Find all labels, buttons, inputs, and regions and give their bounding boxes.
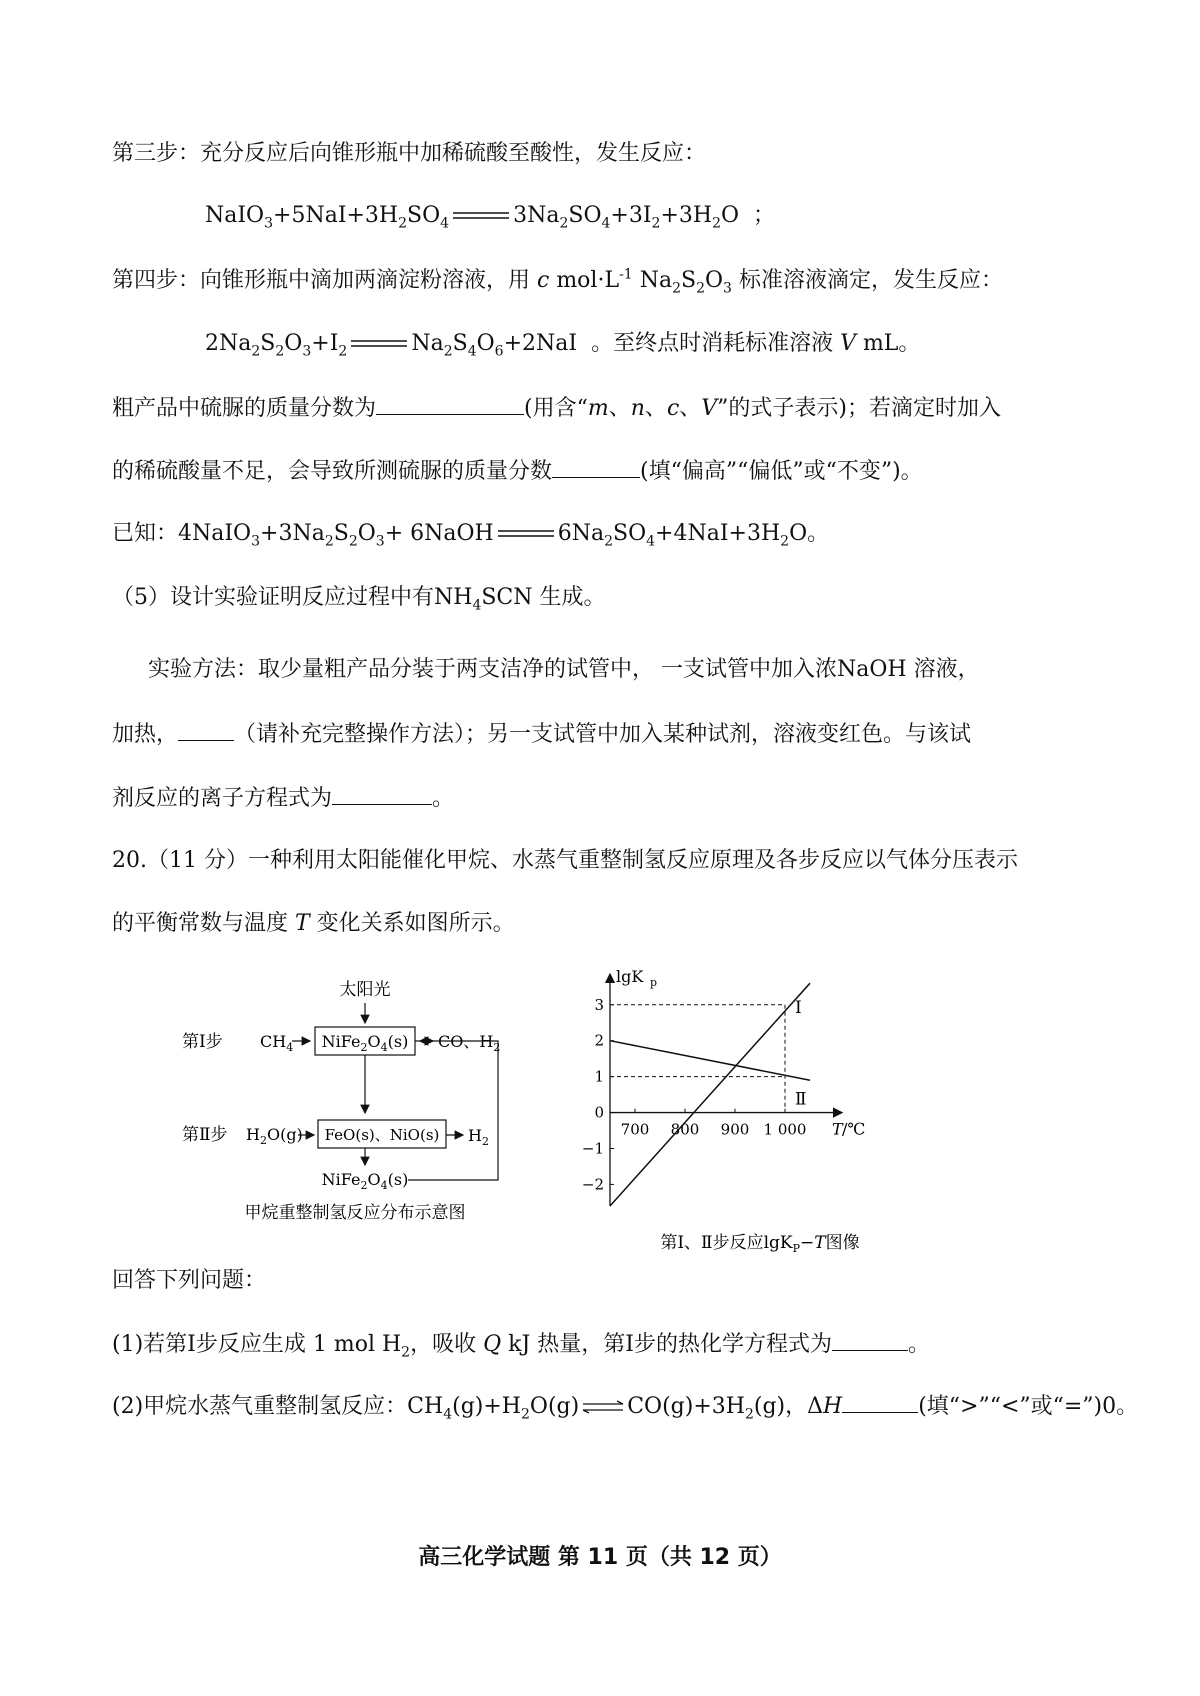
h2o-label: $H_2O(g)$ xyxy=(246,1125,303,1147)
step3-text: 第三步：充分反应后向锥形瓶中加稀硫酸至酸性，发生反应： xyxy=(112,141,707,166)
out1-label: CO、$H_2$ xyxy=(438,1032,501,1054)
heating-step: 加热， （请补充完整操作方法）；另一支试管中加入某种试剂，溶液变红色。与该试 xyxy=(112,718,971,751)
answer-blank[interactable] xyxy=(552,455,640,478)
answer-blank[interactable] xyxy=(178,718,234,741)
y-tick-label: −2 xyxy=(581,1175,604,1194)
mass-fraction-question: 粗产品中硫脲的质量分数为 (用含“m、n、c、V”的式子表示)；若滴定时加入 xyxy=(112,392,1001,425)
step2-label: 第Ⅱ步 xyxy=(182,1125,228,1145)
ionic-equation-question: 剂反应的离子方程式为 。 xyxy=(112,782,454,815)
y-axis-label: lgK xyxy=(616,967,644,986)
box2-label: FeO(s)、NiO(s) xyxy=(324,1126,440,1144)
y-tick-label: 0 xyxy=(594,1103,604,1122)
experiment-method: 实验方法：取少量粗产品分装于两支洁净的试管中， 一支试管中加入浓NaOH 溶液， xyxy=(148,657,980,682)
out2-label: $H_2$ xyxy=(468,1126,489,1148)
question-20: 20.（11 分）一种利用太阳能催化甲烷、水蒸气重整制氢反应原理及各步反应以气体分压表示 xyxy=(112,848,1018,873)
x-tick-label: 800 xyxy=(670,1120,700,1139)
box1-label: $NiFe_2O_4(s)$ xyxy=(321,1032,409,1054)
chart-caption: 第Ⅰ、Ⅱ步反应lgK$_P$−T图像 xyxy=(660,1233,860,1255)
ch4-label: $CH_4$ xyxy=(260,1032,294,1054)
equals-bar-icon xyxy=(453,211,509,221)
y-tick-label: 1 xyxy=(594,1067,604,1086)
product-label: $NiFe_2O_4(s)$ xyxy=(321,1170,409,1192)
step4-text: 第四步：向锥形瓶中滴加两滴淀粉溶液，用 c $mol\cdot L^{-1}$ $Na_2S_2O_3$ 标准溶液滴定，发生反应： xyxy=(112,266,1003,297)
equals-bar-icon xyxy=(351,339,407,349)
equation-2: $2Na_2S_2O_3+I_2$ $Na_2S_4O_6+2NaI$ 。至终点时消耗标准溶液 V mL。 xyxy=(205,331,921,360)
x-tick-label: 900 xyxy=(720,1120,750,1139)
sub-question-1: (1)若第Ⅰ步反应生成 1 mol $H_2$，吸收 Q kJ 热量，第Ⅰ步的热化学方程式为 。 xyxy=(112,1328,930,1361)
y-tick-label: 2 xyxy=(594,1031,604,1050)
equation-1: $NaIO_3+5NaI+3H_2SO_4$ $3Na_2SO_4+3I_2+3H_2O$ ； xyxy=(205,203,776,232)
process-diagram xyxy=(180,975,540,1245)
answer-blank[interactable] xyxy=(842,1390,918,1413)
series-line xyxy=(610,1041,810,1081)
sub-question-2: (2)甲烷水蒸气重整制氢反应：$CH_4(g)+H_2O(g)$ $CO(g)+3H_2(g)$，ΔH (填“>”“<”或“=”)0。 xyxy=(112,1390,1138,1423)
y-axis-label-sub: p xyxy=(650,976,658,989)
answer-blank[interactable] xyxy=(376,392,524,415)
x-tick-label: 700 xyxy=(620,1120,650,1139)
answer-blank[interactable] xyxy=(832,1328,908,1351)
question-20-cont: 的平衡常数与温度 T 变化关系如图所示。 xyxy=(112,911,515,936)
sun-label: 太阳光 xyxy=(339,980,391,1000)
series-line xyxy=(610,983,810,1206)
question-5: （5）设计实验证明反应过程中有$NH_4SCN$ 生成。 xyxy=(112,585,606,614)
equilibrium-arrow-icon xyxy=(583,1401,623,1413)
answer-prompt: 回答下列问题： xyxy=(112,1268,267,1293)
diagram-caption: 甲烷重整制氢反应分布示意图 xyxy=(244,1203,466,1223)
page-footer: 高三化学试题 第 11 页（共 12 页） xyxy=(418,1545,782,1570)
step1-label: 第Ⅰ步 xyxy=(182,1032,223,1052)
x-tick-label: 1 000 xyxy=(763,1120,807,1139)
x-axis-label: T xyxy=(832,1119,843,1139)
answer-blank[interactable] xyxy=(332,782,432,805)
y-tick-label: −1 xyxy=(581,1139,604,1158)
equals-bar-icon xyxy=(498,529,554,539)
known-equation: 已知：$4NaIO_3+3Na_2S_2O_3+$ 6NaOH $6Na_2SO_4+4NaI+3H_2O$。 xyxy=(112,521,830,550)
acid-question: 的稀硫酸量不足，会导致所测硫脲的质量分数 (填“偏高”“偏低”或“不变”)。 xyxy=(112,455,923,488)
x-axis-label-unit: /℃ xyxy=(842,1119,866,1139)
series-label-1: Ⅰ xyxy=(795,997,802,1018)
lgkp-chart xyxy=(581,960,920,1260)
y-tick-label: 3 xyxy=(594,995,604,1014)
series-label-2: Ⅱ xyxy=(795,1089,807,1110)
